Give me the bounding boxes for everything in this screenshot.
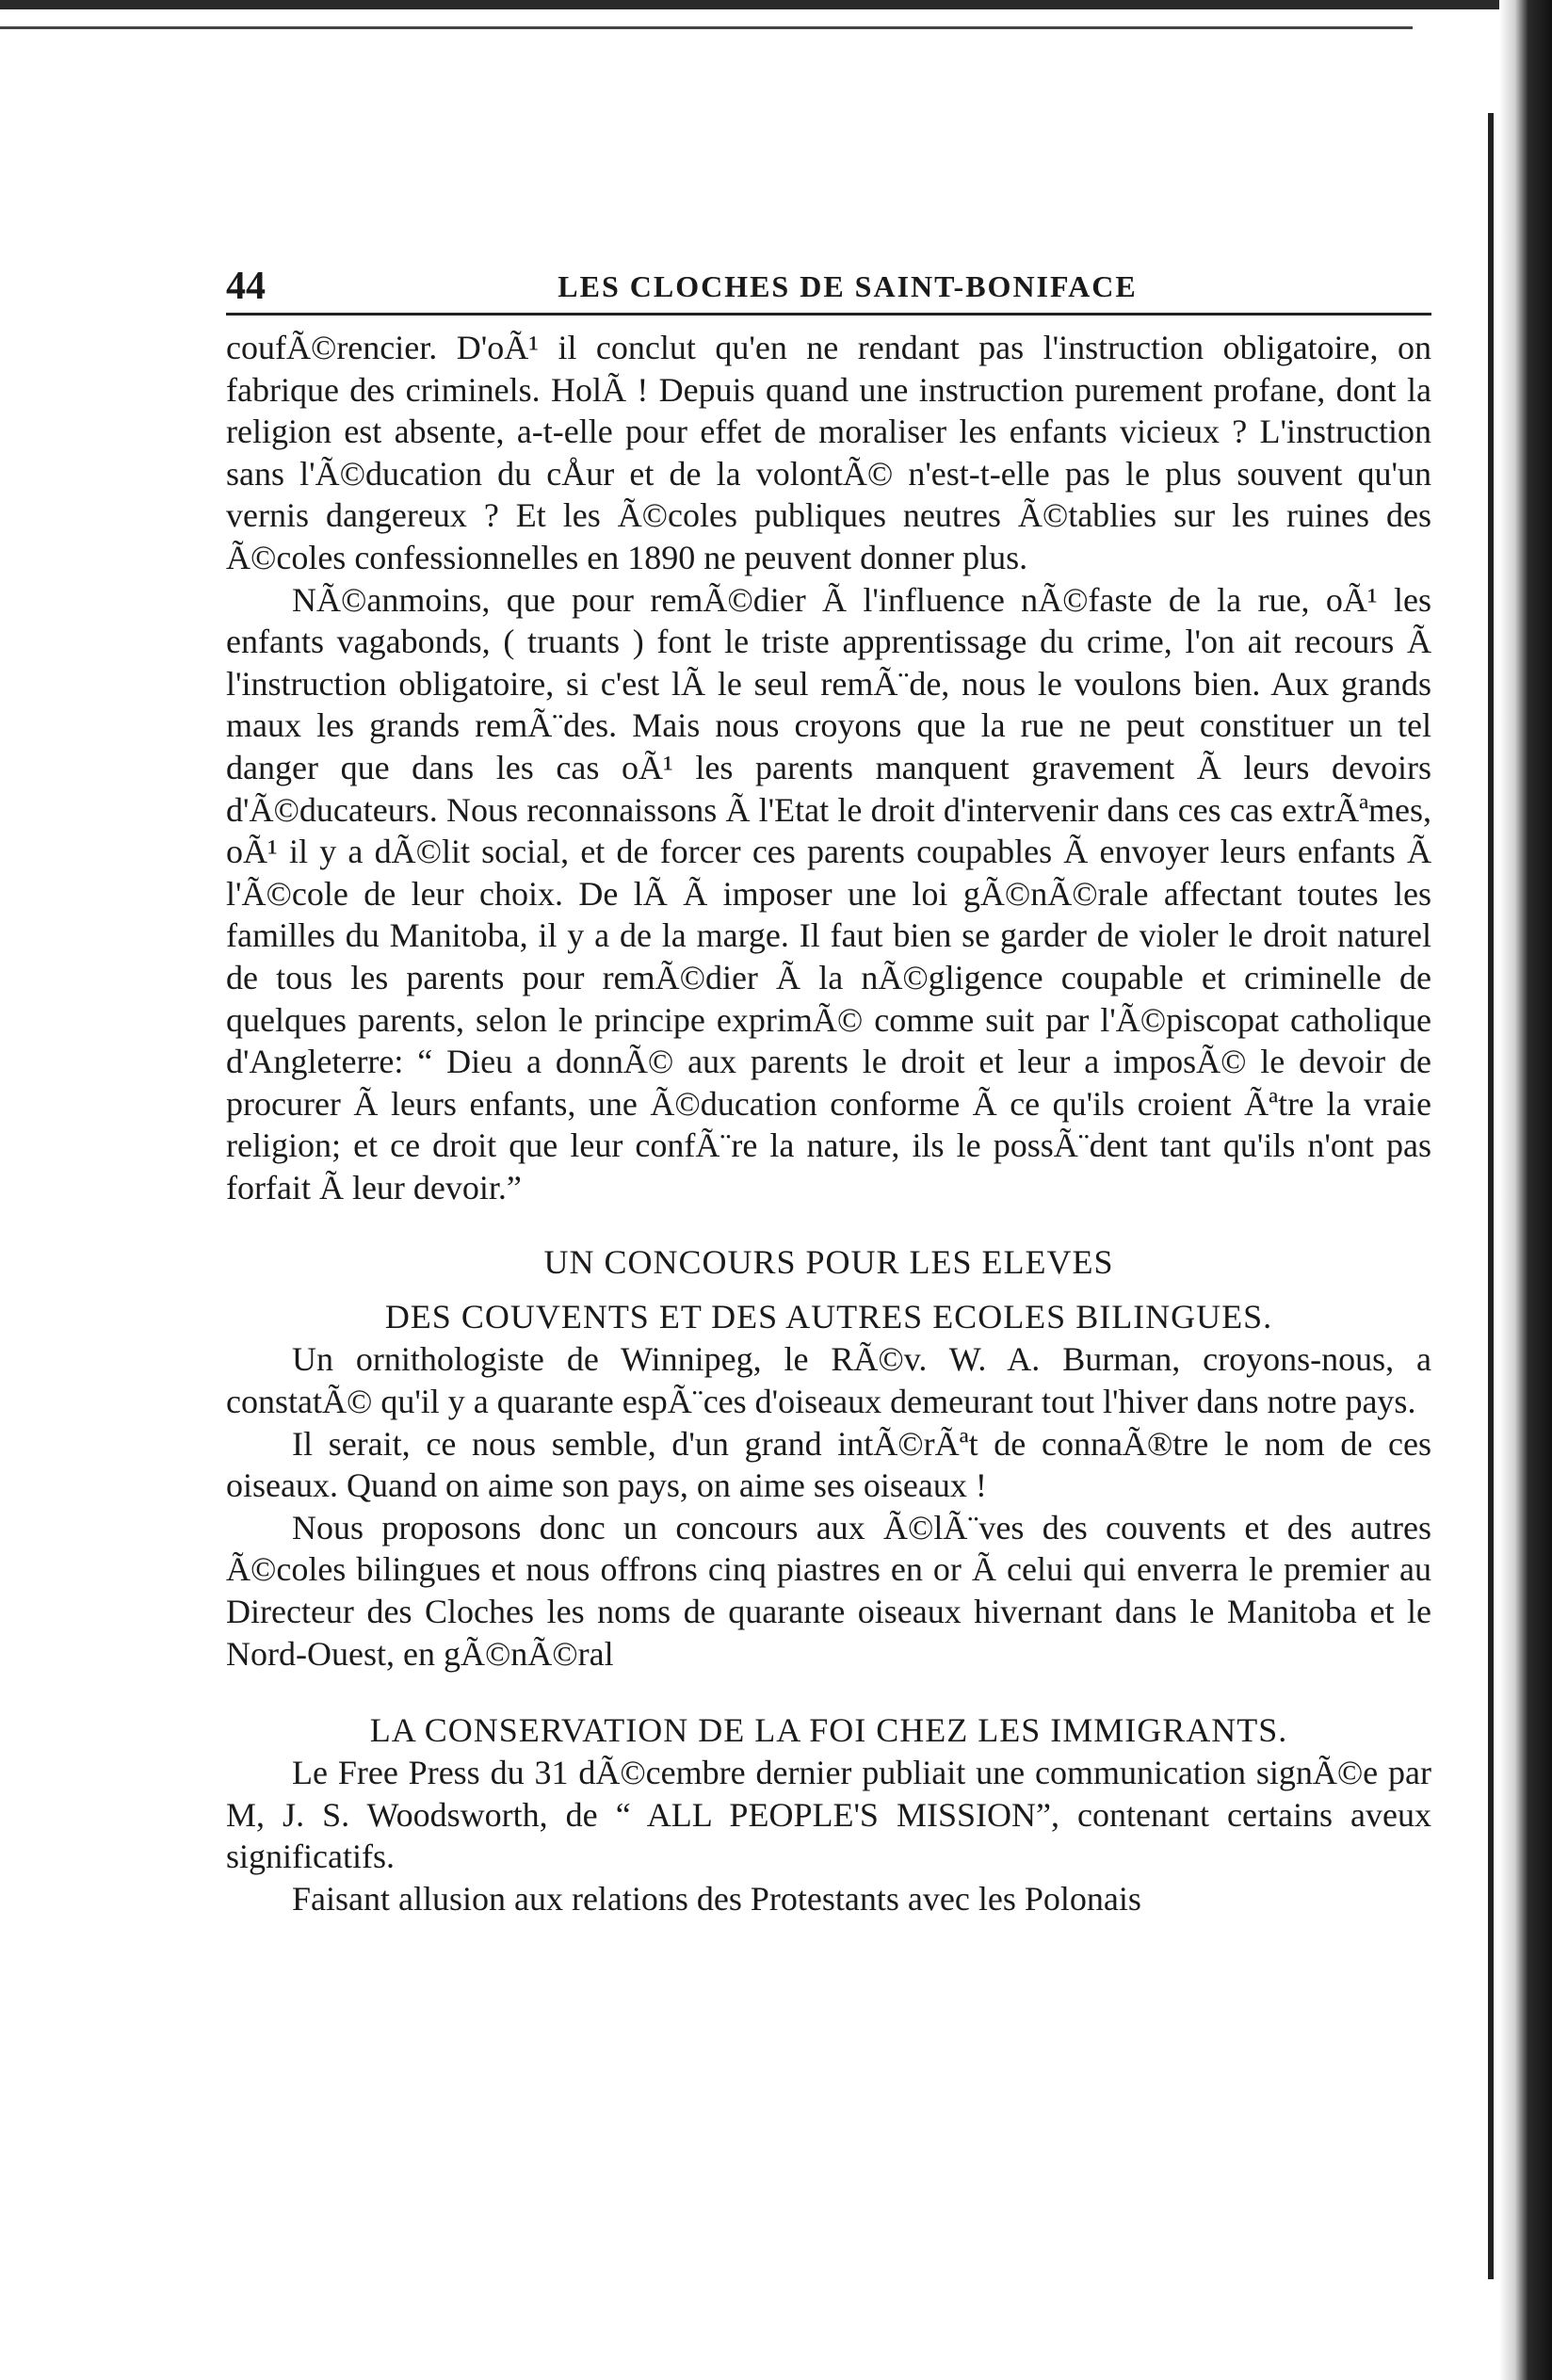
running-title: LES CLOCHES DE SAINT-BONIFACE	[558, 269, 1138, 303]
scan-binding-line	[1488, 113, 1494, 2279]
contest-heading-line-1: UN CONCOURS POUR LES ELEVES	[543, 1243, 1114, 1282]
scan-top-edge	[0, 0, 1552, 9]
paragraph-2: NÃ©anmoins, que pour remÃ©dier Ã l'influence nÃ©faste de la rue, oÃ¹ les enfants vagabonds, ( truants ) font le triste apprentissage du crime, l'on ait recours Ã l'instruction obligatoire, si c'est lÃ le seul remÃ¨de, nous le voulons bien. Aux grands maux les grands remÃ¨des. Mais nous croyons que la rue ne peut constituer un tel danger que dans les cas oÃ¹ les parents manquent gravement Ã leurs devoirs d'Ã©ducateurs. Nous reconnaissons Ã l'Etat le droit d'intervenir dans ces cas extrÃªmes, oÃ¹ il y a dÃ©lit social, et de forcer ces parents coupables Ã envoyer leurs enfants Ã l'Ã©cole de leur choix. De lÃ Ã imposer une loi gÃ©nÃ©rale affectant toutes les familles du Manitoba, il y a de la marge. Il faut bien se garder de violer le droit naturel de tous les parents pour remÃ©dier Ã la nÃ©gligence coupable et criminelle de quelques parents, selon le principe exprimÃ© comme suit par l'Ã©piscopat catholique d'Angleterre: “ Dieu a donnÃ© aux parents le droit et leur a imposÃ© le devoir de procurer Ã leurs enfants, une Ã©ducation conforme Ã ce qu'ils croient Ãªtre la vraie religion; et ce droit que leur confÃ¨re la nature, ils le possÃ¨dent tant qu'ils n'ont pas forfait Ã leur devoir.”	[226, 580, 1431, 1206]
paragraph-4: Il serait, ce nous semble, d'un grand intÃ©rÃªt de connaÃ®tre le nom de ces oiseaux. Quand on aime son pays, on aime ses oiseaux !	[226, 1424, 1431, 1505]
paragraph-7: Faisant allusion aux relations des Protestants avec les Polonais	[292, 1880, 1141, 1918]
article-body	[226, 327, 1431, 1920]
paragraph-6: Le Free Press du 31 dÃ©cembre dernier publiait une communication signÃ©e par M, J. S. Woodsworth, de “ ALL PEOPLE'S MISSION”, contenant certains aveux significatifs.	[226, 1754, 1431, 1876]
paragraph-1: coufÃ©rencier. D'oÃ¹ il conclut qu'en ne rendant pas l'instruction obligatoire, on fabrique des criminels. HolÃ ! Depuis quand une instruction purement profane, dont la religion est absente, a-t-elle pour effet de moraliser les enfants vicieux ? L'instruction sans l'Ã©ducation du cÅur et de la volontÃ© n'est-t-elle pas le plus souvent qu'un vernis dangereux ? Et les Ã©coles publiques neutres Ã©tablies sur les ruines des Ã©coles confessionnelles en 1890 ne peuvent donner plus.	[226, 329, 1431, 576]
document-page	[226, 256, 1431, 1920]
paragraph-3: Un ornithologiste de Winnipeg, le RÃ©v. W. A. Burman, croyons-nous, a constatÃ© qu'il y a quarante espÃ¨ces d'oiseaux demeurant tout l'hiver dans notre pays.	[226, 1340, 1431, 1421]
contest-heading	[226, 1240, 1431, 1338]
running-head	[226, 256, 1431, 316]
faith-heading-block	[226, 1708, 1431, 1752]
page-number: 44	[226, 265, 266, 308]
scan-binding-edge	[1499, 0, 1552, 2380]
contest-heading-line-2: DES COUVENTS ET DES AUTRES ECOLES BILINGUES.	[384, 1298, 1273, 1336]
scan-top-rule	[0, 26, 1413, 29]
paragraph-5: Nous proposons donc un concours aux Ã©lÃ¨ves des couvents et des autres Ã©coles bilingues et nous offrons cinq piastres en or Ã celui qui enverra le premier au Directeur des Cloches les noms de quarante oiseaux hivernant dans le Manitoba et le Nord-Ouest, en gÃ©nÃ©ral	[226, 1508, 1431, 1673]
faith-heading: LA CONSERVATION DE LA FOI CHEZ LES IMMIGRANTS.	[369, 1711, 1288, 1750]
